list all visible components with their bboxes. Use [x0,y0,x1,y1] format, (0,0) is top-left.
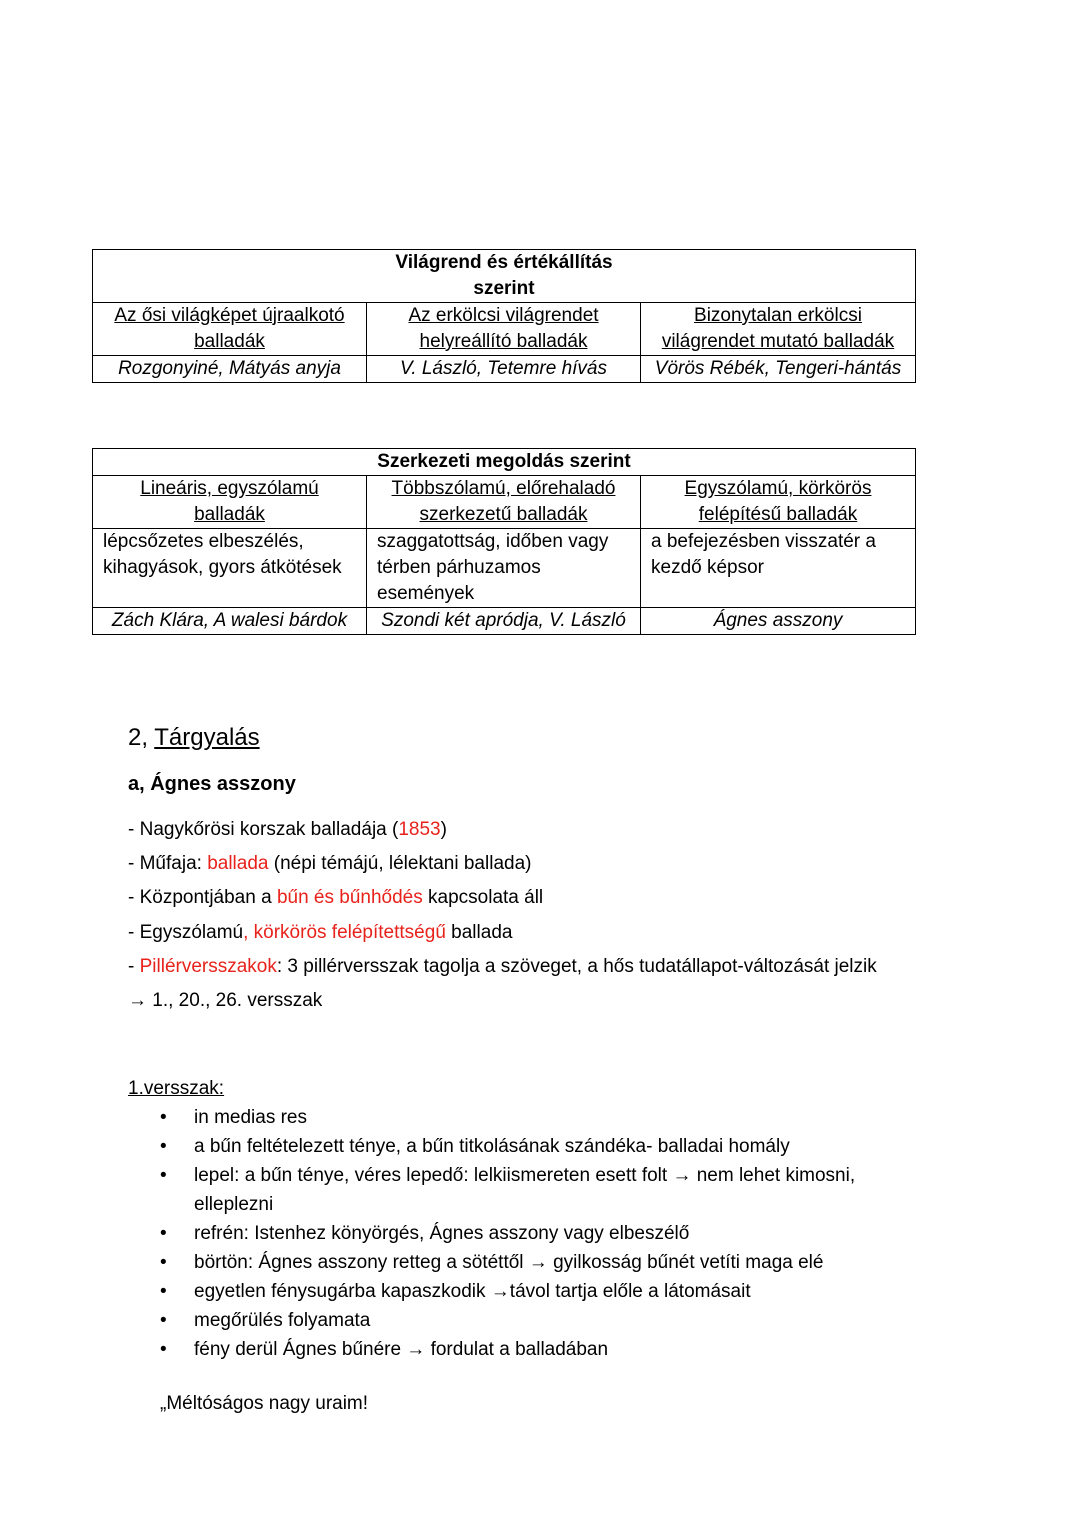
summary-line [128,916,877,950]
list-item: • in medias res [160,1103,920,1132]
table-cell: Vörös Rébék, Tengeri-hántás [641,356,916,383]
section-heading [128,723,260,753]
summary-line: → 1., 20., 26. versszak [128,990,323,1012]
text: - Központjában a [128,887,277,909]
text: kapcsolata áll [422,887,544,909]
section-number: 2, [128,724,155,751]
highlight-text: ballada [207,853,269,875]
table-header-text: Világrend és értékállítás szerint [395,252,613,299]
category-label: Bizonytalan erkölcsi világrendet mutató balladák [661,305,895,352]
summary-line [128,847,877,881]
table-cell [367,476,641,529]
list-item: • megőrülés folyamata [160,1306,920,1335]
description-text: szaggatottság, időben vagy térben párhuzamos események [377,531,609,604]
text: ballada [445,921,513,943]
stanza-bullet-list [160,1103,920,1364]
description-text: lépcsőzetes elbeszélés, kihagyások, gyors átkötések [103,531,342,578]
stanza-title: 1.versszak: [128,1078,225,1099]
highlight-text: Pillérversszakok [139,955,277,977]
list-item: • a bűn feltételezett ténye, a bűn titkolásának szándéka- balladai homály [160,1132,920,1161]
highlight-text: 1853 [398,819,441,840]
text: ) [440,819,447,840]
table-cell [93,303,367,356]
text: - Műfaja: [128,853,208,875]
quote-line: „Méltóságos nagy uraim! [160,1393,369,1414]
text: - [128,955,140,977]
text: (népi témájú, lélektani ballada) [268,853,532,875]
table-cell [93,529,367,608]
table-cell [641,529,916,608]
list-item: • fény derül Ágnes bűnére → fordulat a balladában [160,1335,920,1364]
list-item: • egyetlen fénysugárba kapaszkodik →távol tartja előle a látomásait [160,1277,920,1306]
text: - Nagykőrösi korszak balladája ( [128,819,399,840]
table-structure [92,448,916,635]
table-cell [367,529,641,608]
table-world-order [92,249,916,383]
summary-lines [128,813,877,1018]
list-item: • börtön: Ágnes asszony retteg a sötéttől → gyilkosság bűnét vetíti maga elé [160,1248,920,1277]
text: : 3 pillérversszak tagolja a szöveget, a hős tudatállapot-változását jelzik [276,955,877,977]
description-text: a befejezésben visszatér a kezdő képsor [651,531,876,578]
summary-line [128,813,877,847]
table-header [93,250,916,303]
highlight-text: , körkörös felépítettségű [243,921,446,943]
category-label: Egyszólamú, körkörös felépítésű balladák [684,478,872,525]
table-cell: Rozgonyiné, Mátyás anyja [93,356,367,383]
category-label: Lineáris, egyszólamú balladák [140,478,319,525]
section-title: Tárgyalás [154,724,260,751]
list-item: • refrén: Istenhez könyörgés, Ágnes asszony vagy elbeszélő [160,1219,920,1248]
table-cell [367,303,641,356]
summary-line [128,950,877,984]
summary-line [128,881,877,915]
text: - Egyszólamú [128,921,244,943]
table-cell: V. László, Tetemre hívás [367,356,641,383]
table-cell: Ágnes asszony [641,608,916,635]
list-item: • lepel: a bűn ténye, véres lepedő: lelkiismereten esett folt → nem lehet kimosni, elleplezni [160,1161,920,1219]
subsection-heading: a, Ágnes asszony [128,773,296,795]
highlight-text: bűn és bűnhődés [276,887,423,909]
table-cell [93,476,367,529]
table-cell [641,303,916,356]
table-cell: Zách Klára, A walesi bárdok [93,608,367,635]
table-header: Szerkezeti megoldás szerint [93,449,916,476]
category-label: Az erkölcsi világrendet helyreállító balladák [408,305,599,352]
table-cell [641,476,916,529]
category-label: Többszólamú, előrehaladó szerkezetű balladák [391,478,616,525]
category-label: Az ősi világképet újraalkotó balladák [114,305,345,352]
table-cell: Szondi két apródja, V. László [367,608,641,635]
